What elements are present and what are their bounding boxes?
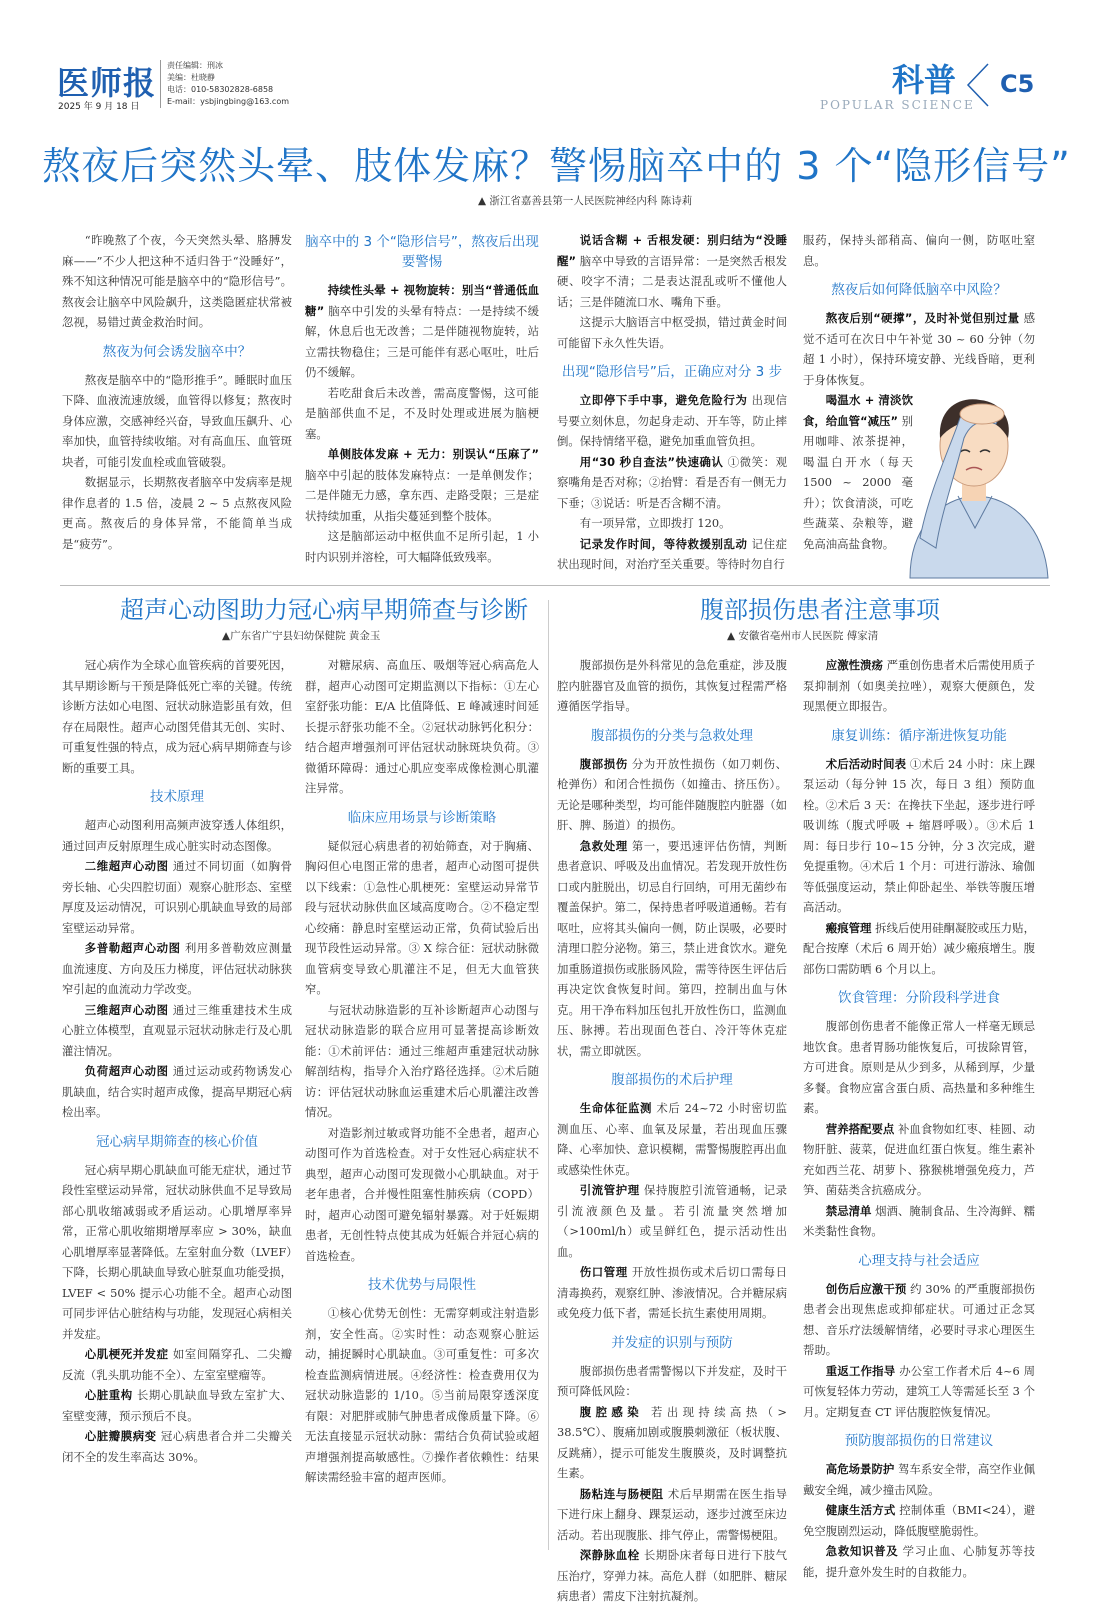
section-english: POPULAR SCIENCE	[820, 98, 975, 112]
section-heading: 技术原理	[150, 789, 204, 805]
article3-column-2: 应激性溃疡 严重创伤患者术后需使用质子泵抑制剂（如奥美拉唑），观察大便颜色，发现黑便立即报告。 康复训练：循序渐进恢复功能 术后活动时间表 ①术后 24 小时：床上踝泵运动（每分钟 15 次，每日 3 组）预防血栓。②术后 3 天：在搀扶下坐起，逐步进行呼吸训练（腹式呼吸 + 缩唇呼吸）。③术后 1 周：每日步行 10~15 分钟，分 3 次完成，避免提重物。④术后 1 个月：可进行游泳、瑜伽等低强度运动，禁止仰卧起坐、举铁等腹压增高活动。 瘢痕管理 拆线后使用硅酮凝胶或压力贴，配合按摩（术后 6 周开始）减少瘢痕增生。腹部伤口需防晒 6 个月以上。 饮食管理：分阶段科学进食 腹部创伤患者不能像正常人一样毫无顾忌地饮食。患者胃肠功能恢复后，可拔除胃管，方可进食。原则是从少到多，从稀到厚，少量多餐。食物应富含蛋白质、高热量和多种维生素。 营养搭配要点 补血食物如红枣、桂圆、动物肝脏、菠菜，促进血红蛋白恢复。维生素补充如西兰花、胡萝卜、猕猴桃增强免疫力，芦笋、菌菇类含抗癌成分。 禁忌清单 烟酒、腌制食品、生冷海鲜、糯米类黏性食物。 心理支持与社会适应 创伤后应激干预 约 30% 的严重腹部损伤患者会出现焦虑或抑郁症状。可通过正念冥想、音乐疗法缓解情绪，必要时寻求心理医生帮助。 重返工作指导 办公室工作者术后 4~6 周可恢复轻体力劳动，建筑工人等需延长至 3 个月。定期复查 CT 评估腹腔恢复情况。 预防腹部损伤的日常建议 高危场景防护 驾车系安全带，高空作业佩戴安全绳，减少撞击风险。 健康生活方式 控制体重（BMI<24），避免空腹剧烈运动，降低腹壁脆弱性。 急救知识普及 学习止血、心肺复苏等技能，提升意外发生时的自救能力。	[803, 658, 1035, 1579]
issue-date: 2025 年 9 月 18 日	[58, 102, 140, 112]
headache-man-illustration	[900, 378, 1050, 578]
newspaper-logo: 医师报	[57, 64, 157, 102]
chevron-left-icon	[962, 60, 992, 110]
designer-credit: 美编：杜晓静	[167, 73, 215, 82]
article1-title: 熬夜后突然头晕、肢体发麻？警惕脑卒中的 3 个“隐形信号”	[42, 144, 1071, 188]
section-heading: 出现“隐形信号”后，正确应对分 3 步	[561, 364, 783, 380]
section-title: 科普	[892, 61, 957, 99]
article1-column-2: 脑卒中的 3 个“隐形信号”，熬夜后出现要警惕 持续性头晕 + 视物旋转：别当“普通低血糖” 脑卒中引发的头晕有特点：一是持续不缓解，休息后也无改善；二是伴随视物旋转，站立需扶物稳住；三是可能伴有恶心呕吐，吐后仍不缓解。 若吃甜食后未改善，需高度警惕，这可能是脑部供血不足，不及时处理或进展为脑梗塞。 单侧肢体发麻 + 无力：别误认“压麻了” 脑卒中引起的肢体发麻特点：一是单侧发作；二是伴随无力感，拿东西、走路受限；三是症状持续加重，从指尖蔓延到整个肢体。 这是脑部运动中枢供血不足所引起，1 小时内识别并溶栓，可大幅降低致残率。	[305, 234, 539, 564]
article2-column-1: 冠心病作为全球心血管疾病的首要死因，其早期诊断与干预是降低死亡率的关键。传统诊断方法如心电图、冠状动脉造影虽有效，但存在局限性。超声心动图凭借其无创、实时、可重复性强的特点，成为冠心病早期筛查与诊断的重要工具。 技术原理 超声心动图利用高频声波穿透人体组织，通过回声反射原理生成心脏实时动态图像。 二维超声心动图 通过不同切面（如胸骨旁长轴、心尖四腔切面）观察心脏形态、室壁厚度及运动情况，可识别心肌缺血导致的局部室壁运动异常。 多普勒超声心动图 利用多普勒效应测量血流速度、方向及压力梯度，评估冠状动脉狭窄引起的血流动力学改变。 三维超声心动图 通过三维重建技术生成心脏立体模型，直观显示冠状动脉走行及心肌灌注情况。 负荷超声心动图 通过运动或药物诱发心肌缺血，结合实时超声成像，提高早期冠心病检出率。 冠心病早期筛查的核心价值 冠心病早期心肌缺血可能无症状，通过节段性室壁运动异常，冠状动脉供血不足导致局部心肌收缩减弱或矛盾运动。心肌增厚率异常，正常心肌收缩期增厚率应 > 30%，缺血心肌增厚率显著降低。左室射血分数（LVEF）下降，长期心肌缺血导致心脏泵血功能受损，LVEF < 50% 提示心功能不全。超声心动图可同步评估心脏结构与功能，发现冠心病相关并发症。 心肌梗死并发症 如室间隔穿孔、二尖瓣反流（乳头肌功能不全）、左室室壁瘤等。 心脏重构 长期心肌缺血导致左室扩大、室壁变薄，预示预后不良。 心脏瓣膜病变 冠心病患者合并二尖瓣关闭不全的发生率高达 30%。	[62, 658, 292, 1464]
section-heading: 预防腹部损伤的日常建议	[844, 1433, 994, 1449]
column-rule	[548, 600, 549, 1550]
article3-byline: ▲ 安徽省亳州市人民医院 傅家清	[727, 630, 879, 642]
section-heading: 技术优势与局限性	[368, 1277, 476, 1293]
section-heading: 临床应用场景与诊断策略	[347, 809, 497, 826]
phone-credit: 电话：010-58302828-6858	[167, 85, 274, 94]
section-heading: 并发症的识别与预防	[611, 1334, 733, 1351]
article1-column-3: 说话含糊 + 舌根发硬：别归结为“没睡醒” 脑卒中导致的言语异常：一是突然舌根发硬、咬字不清；二是表达混乱或听不懂他人话；三是伴随流口水、嘴角下垂。 这提示大脑语言中枢受损，错过黄金时间可能留下永久性失语。 出现“隐形信号”后，正确应对分 3 步 立即停下手中事，避免危险行为 出现信号要立刻休息，勿起身走动、开车等，防止摔倒。保持情绪平稳，避免加重血管负担。 用“30 秒自查法”快速确认 ①微笑：观察嘴角是否对称；②抬臂：看是否有一侧无力下垂；③说话：听是否含糊不清。 有一项异常，立即拨打 120。 记录发作时间，等待救援别乱动 记住症状出现时间，对治疗至关重要。等待时勿自行	[557, 233, 787, 571]
section-heading: 腹部损伤的术后护理	[611, 1072, 733, 1088]
article2-title: 超声心动图助力冠心病早期筛查与诊断	[120, 596, 528, 624]
section-heading: 脑卒中的 3 个“隐形信号”，熬夜后出现要警惕	[305, 234, 539, 270]
article1-column-1: “昨晚熬了个夜，今天突然头晕、胳膊发麻——”不少人把这种不适归咎于“没睡好”，殊不知这种情况可能是脑卒中的“隐形信号”。熬夜会让脑卒中风险飙升，这类隐匿症状常被忽视，易错过黄金救治时间。 熬夜为何会诱发脑卒中？ 熬夜是脑卒中的“隐形推手”。睡眠时血压下降、血液流速放缓，血管得以修复；熬夜时身体应激，交感神经兴奋，导致血压飙升、心率加快，血管持续收缩。对有高血压、血管斑块者，可能引发血栓或血管破裂。 数据显示，长期熬夜者脑卒中发病率是规律作息者的 1.5 倍，凌晨 2 ~ 5 点熬夜风险更高。熬夜后的身体异常，不能简单当成是“疲劳”。	[62, 233, 292, 551]
article2-column-2: 对糖尿病、高血压、吸烟等冠心病高危人群，超声心动图可定期监测以下指标：①左心室舒张功能：E/A 比值降低、E 峰减速时间延长提示舒张功能不全。②冠状动脉钙化积分：结合超声增强剂可评估冠状动脉斑块负荷。③微循环障碍：通过心肌应变率成像检测心肌灌注异常。 临床应用场景与诊断策略 疑似冠心病患者的初始筛查，对于胸痛、胸闷但心电图正常的患者，超声心动图可提供以下线索：①急性心肌梗死：室壁运动异常节段与冠状动脉供血区域高度吻合。②不稳定型心绞痛：静息时室壁运动正常，负荷试验后出现节段性运动异常。③ X 综合征：冠状动脉微血管病变导致心肌灌注不足，但无大血管狭窄。 与冠状动脉造影的互补诊断超声心动图与冠状动脉造影的联合应用可显著提高诊断效能：①术前评估：通过三维超声重建冠状动脉解剖结构，指导介入治疗路径选择。②术后随访：评估冠状动脉血运重建术后心肌灌注改善情况。 对造影剂过敏或肾功能不全患者，超声心动图可作为首选检查。对于女性冠心病症状不典型，超声心动图可发现微小心肌缺血。对于老年患者，合并慢性阻塞性肺疾病（COPD）时，超声心动图可避免辐射暴露。对于妊娠期患者，无创性特点使其成为妊娠合并冠心病的首选检查。 技术优势与局限性 ①核心优势无创性：无需穿刺或注射造影剂，安全性高。②实时性：动态观察心脏运动，捕捉瞬时心肌缺血。③可重复性：可多次检查监测病情进展。④经济性：检查费用仅为冠状动脉造影的 1/10。⑤当前局限穿透深度有限：对肥胖或肺气肿患者成像质量下降。⑥无法直接显示冠状动脉：需结合负荷试验或超声增强剂提高敏感性。⑦操作者依赖性：结果解读需经验丰富的超声医师。	[305, 658, 539, 1484]
divider	[60, 585, 1050, 586]
section-heading: 康复训练：循序渐进恢复功能	[831, 727, 1007, 744]
editor-credit: 责任编辑：刑冰	[167, 61, 223, 70]
section-heading: 熬夜为何会诱发脑卒中？	[102, 343, 252, 360]
section-heading: 心理支持与社会适应	[858, 1252, 980, 1269]
page-number: C5	[1000, 70, 1035, 98]
article3-column-1: 腹部损伤是外科常见的急危重症，涉及腹腔内脏器官及血管的损伤，其恢复过程需严格遵循医学指导。 腹部损伤的分类与急救处理 腹部损伤 分为开放性损伤（如刀刺伤、枪弹伤）和闭合性损伤（如撞击、挤压伤）。无论是哪种类型，均可能伴随腹腔内脏器（如肝、脾、肠道）的损伤。 急救处理 第一，要迅速评估伤情，判断患者意识、呼吸及出血情况。若发现开放性伤口或内脏脱出，切忌自行回纳，可用无菌纱布覆盖保护。第二，保持患者呼吸道通畅。若有呕吐，应将其头偏向一侧，防止误吸，必要时清理口腔分泌物。第三，禁止进食饮水。避免加重肠道损伤或胀肠风险，需等待医生评估后再决定饮食恢复时间。第四，控制出血与休克。用干净布料加压包扎开放性伤口，监测血压、脉搏。若出现面色苍白、冷汗等休克症状，需立即就医。 腹部损伤的术后护理 生命体征监测 术后 24~72 小时密切监测血压、心率、血氧及尿量，若出现血压骤降、心率加快、意识模糊，需警惕腹腔再出血或感染性休克。 引流管护理 保持腹腔引流管通畅，记录引流液颜色及量。若引流量突然增加（>100ml/h）或呈鲜红色，提示活动性出血。 伤口管理 开放性损伤或术后切口需每日清毒换药，观察红肿、渗液情况。合并糖尿病或免疫力低下者，需延长抗生素使用周期。 并发症的识别与预防 腹部损伤患者需警惕以下并发症，及时干预可降低风险： 腹腔感染 若出现持续高热（> 38.5℃）、腹痛加剧或腹膜刺激征（板状腹、反跳痛），提示可能发生腹膜炎，及时调整抗生素。 肠粘连与肠梗阻 术后早期需在医生指导下进行床上翻身、踝泵运动，逐步过渡至床边活动。若出现腹胀、排气停止，需警惕梗阻。 深静脉血栓 长期卧床者每日进行下肢气压治疗，穿弹力袜。高危人群（如肥胖、糖尿病患者）需皮下注射抗凝剂。	[557, 658, 787, 1603]
editorial-credits	[160, 60, 289, 108]
email-credit: E-mail：ysbjingbing@163.com	[167, 97, 290, 106]
section-heading: 饮食管理：分阶段科学进食	[838, 990, 1000, 1006]
article1-column-4: 服药，保持头部稍高、偏向一侧，防呕吐窒息。 熬夜后如何降低脑卒中风险？ 熬夜后别“硬撑”，及时补觉但别过量 感觉不适可在次日中午补觉 30 ~ 60 分钟（勿超 1 小时），保持环境安静、光线昏暗，更利于身体恢复。 喝温水 + 清淡饮食，给血管“减压” 别用咖啡、浓茶提神，喝温白开水（每天 1500 ~ 2000 毫升）；饮食清淡，可吃些蔬菜、杂粮等，避免高油高盐食物。	[803, 233, 1035, 551]
article3-title: 腹部损伤患者注意事项	[700, 596, 940, 624]
section-heading: 冠心病早期筛查的核心价值	[96, 1133, 258, 1150]
article1-byline: ▲ 浙江省嘉善县第一人民医院神经内科 陈诗莉	[478, 195, 693, 207]
article2-byline: ▲广东省广宁县妇幼保健院 黄金玉	[222, 630, 381, 642]
section-heading: 腹部损伤的分类与急救处理	[591, 727, 753, 744]
section-heading: 熬夜后如何降低脑卒中风险？	[831, 282, 1007, 298]
